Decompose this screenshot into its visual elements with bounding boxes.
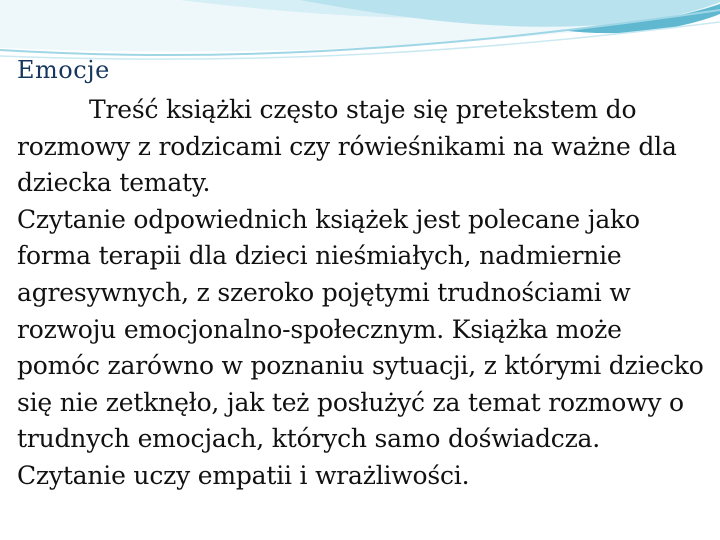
body-paragraph-1: Treść książki często staje się pretekstem do rozmowy z rodzicami czy rówieśnikami na ważne dla dziecka tematy. bbox=[17, 95, 677, 198]
body-paragraph-2: Czytanie odpowiednich książek jest polecane jako forma terapii dla dzieci nieśmiałych, nadmiernie agresywnych, z szeroko pojętymi trudnościami w rozwoju emocjonalno-społecznym. Książka może pomóc zarówno w poznaniu sytuacji, z którymi dziecko się nie zetknęło, jak też posłużyć za temat rozmowy o trudnych emocjach, których samo doświadcza. bbox=[17, 204, 704, 454]
slide-body bbox=[17, 92, 712, 495]
body-paragraph-3: Czytanie uczy empatii i wrażliwości. bbox=[17, 460, 470, 490]
slide-title: Emocje bbox=[17, 56, 110, 84]
